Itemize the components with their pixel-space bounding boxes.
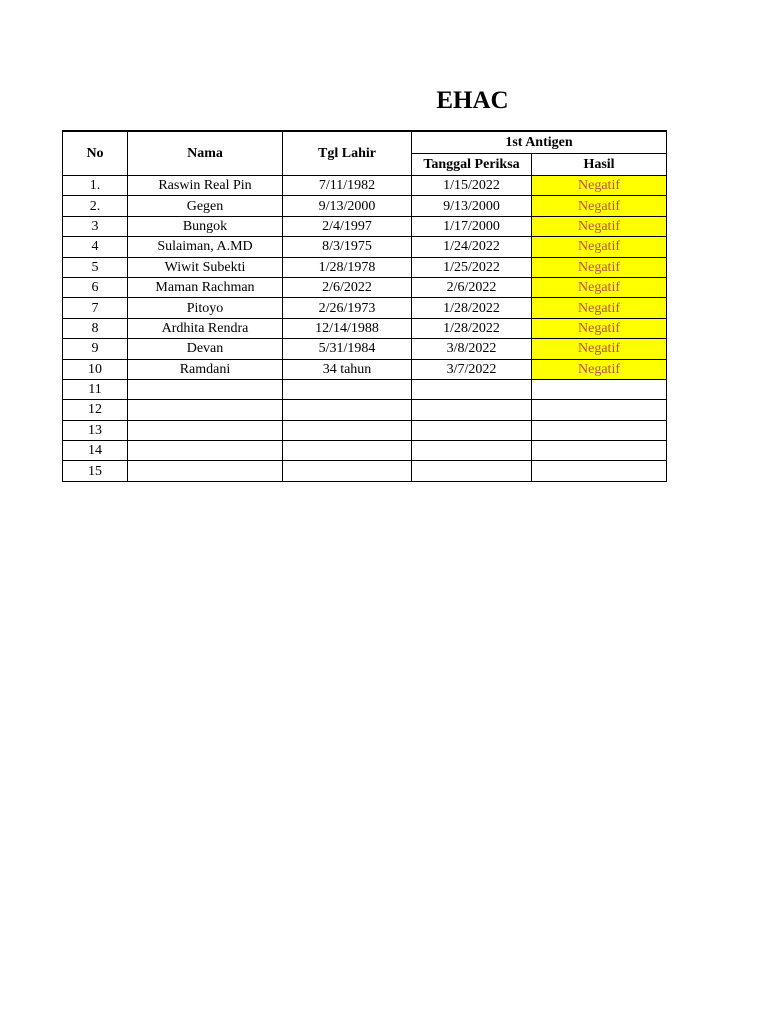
cell-no: 14 bbox=[63, 441, 128, 461]
table-row bbox=[63, 318, 667, 338]
table-row bbox=[63, 277, 667, 297]
cell-nama: Sulaiman, A.MD bbox=[128, 237, 283, 257]
table-row bbox=[63, 176, 667, 196]
header-antigen-group: 1st Antigen bbox=[412, 131, 667, 154]
table-row bbox=[63, 359, 667, 379]
table-row bbox=[63, 379, 667, 399]
cell-hasil: Negatif bbox=[532, 318, 667, 338]
cell-tanggal-periksa: 3/7/2022 bbox=[412, 359, 532, 379]
cell-tanggal-periksa: 1/28/2022 bbox=[412, 318, 532, 338]
cell-tgl-lahir: 12/14/1988 bbox=[283, 318, 412, 338]
cell-tgl-lahir bbox=[283, 400, 412, 420]
cell-no: 6 bbox=[63, 277, 128, 297]
table-body bbox=[63, 176, 667, 482]
cell-hasil: Negatif bbox=[532, 298, 667, 318]
cell-hasil: Negatif bbox=[532, 277, 667, 297]
cell-hasil: Negatif bbox=[532, 339, 667, 359]
cell-nama bbox=[128, 461, 283, 481]
cell-nama: Ramdani bbox=[128, 359, 283, 379]
table-row bbox=[63, 441, 667, 461]
cell-tgl-lahir: 2/6/2022 bbox=[283, 277, 412, 297]
cell-no: 4 bbox=[63, 237, 128, 257]
cell-no: 13 bbox=[63, 420, 128, 440]
cell-tanggal-periksa bbox=[412, 379, 532, 399]
cell-tanggal-periksa: 9/13/2000 bbox=[412, 196, 532, 216]
cell-no: 11 bbox=[63, 379, 128, 399]
cell-hasil: Negatif bbox=[532, 216, 667, 236]
table-row bbox=[63, 298, 667, 318]
cell-no: 3 bbox=[63, 216, 128, 236]
cell-tanggal-periksa bbox=[412, 420, 532, 440]
cell-tgl-lahir bbox=[283, 420, 412, 440]
cell-tanggal-periksa: 1/28/2022 bbox=[412, 298, 532, 318]
cell-nama bbox=[128, 379, 283, 399]
cell-tanggal-periksa: 1/25/2022 bbox=[412, 257, 532, 277]
table-row bbox=[63, 339, 667, 359]
cell-tgl-lahir bbox=[283, 379, 412, 399]
cell-tanggal-periksa: 1/24/2022 bbox=[412, 237, 532, 257]
cell-no: 8 bbox=[63, 318, 128, 338]
cell-tanggal-periksa bbox=[412, 400, 532, 420]
cell-tgl-lahir: 5/31/1984 bbox=[283, 339, 412, 359]
cell-nama: Gegen bbox=[128, 196, 283, 216]
cell-hasil bbox=[532, 400, 667, 420]
cell-tanggal-periksa: 1/15/2022 bbox=[412, 176, 532, 196]
cell-no: 15 bbox=[63, 461, 128, 481]
cell-nama: Pitoyo bbox=[128, 298, 283, 318]
cell-tanggal-periksa: 1/17/2000 bbox=[412, 216, 532, 236]
cell-nama bbox=[128, 400, 283, 420]
cell-hasil: Negatif bbox=[532, 237, 667, 257]
cell-nama: Wiwit Subekti bbox=[128, 257, 283, 277]
table-row bbox=[63, 237, 667, 257]
cell-no: 10 bbox=[63, 359, 128, 379]
cell-hasil: Negatif bbox=[532, 196, 667, 216]
cell-hasil: Negatif bbox=[532, 359, 667, 379]
cell-hasil bbox=[532, 441, 667, 461]
cell-no: 5 bbox=[63, 257, 128, 277]
cell-tanggal-periksa: 3/8/2022 bbox=[412, 339, 532, 359]
cell-nama: Maman Rachman bbox=[128, 277, 283, 297]
header-hasil: Hasil bbox=[532, 154, 667, 176]
page-title: EHAC bbox=[436, 87, 509, 114]
cell-tgl-lahir: 2/26/1973 bbox=[283, 298, 412, 318]
header-no: No bbox=[63, 131, 128, 176]
cell-hasil: Negatif bbox=[532, 176, 667, 196]
cell-tgl-lahir: 8/3/1975 bbox=[283, 237, 412, 257]
cell-tanggal-periksa bbox=[412, 441, 532, 461]
header-tgl-lahir: Tgl Lahir bbox=[283, 131, 412, 176]
cell-tgl-lahir bbox=[283, 441, 412, 461]
cell-tgl-lahir: 7/11/1982 bbox=[283, 176, 412, 196]
cell-nama: Ardhita Rendra bbox=[128, 318, 283, 338]
cell-tgl-lahir: 1/28/1978 bbox=[283, 257, 412, 277]
cell-no: 12 bbox=[63, 400, 128, 420]
cell-hasil bbox=[532, 420, 667, 440]
cell-tanggal-periksa bbox=[412, 461, 532, 481]
cell-nama: Raswin Real Pin bbox=[128, 176, 283, 196]
cell-hasil bbox=[532, 461, 667, 481]
table-row bbox=[63, 257, 667, 277]
cell-hasil: Negatif bbox=[532, 257, 667, 277]
table-row bbox=[63, 196, 667, 216]
table-row bbox=[63, 420, 667, 440]
cell-no: 9 bbox=[63, 339, 128, 359]
cell-tgl-lahir bbox=[283, 461, 412, 481]
table-row bbox=[63, 400, 667, 420]
cell-tgl-lahir: 34 tahun bbox=[283, 359, 412, 379]
cell-no: 1. bbox=[63, 176, 128, 196]
cell-nama: Bungok bbox=[128, 216, 283, 236]
cell-hasil bbox=[532, 379, 667, 399]
cell-tgl-lahir: 2/4/1997 bbox=[283, 216, 412, 236]
table-row bbox=[63, 216, 667, 236]
table-header bbox=[63, 131, 667, 176]
header-tanggal-periksa: Tanggal Periksa bbox=[412, 154, 532, 176]
cell-no: 7 bbox=[63, 298, 128, 318]
cell-no: 2. bbox=[63, 196, 128, 216]
table-row bbox=[63, 461, 667, 481]
cell-nama: Devan bbox=[128, 339, 283, 359]
cell-tgl-lahir: 9/13/2000 bbox=[283, 196, 412, 216]
cell-nama bbox=[128, 420, 283, 440]
cell-tanggal-periksa: 2/6/2022 bbox=[412, 277, 532, 297]
ehac-table bbox=[62, 130, 667, 482]
cell-nama bbox=[128, 441, 283, 461]
header-nama: Nama bbox=[128, 131, 283, 176]
